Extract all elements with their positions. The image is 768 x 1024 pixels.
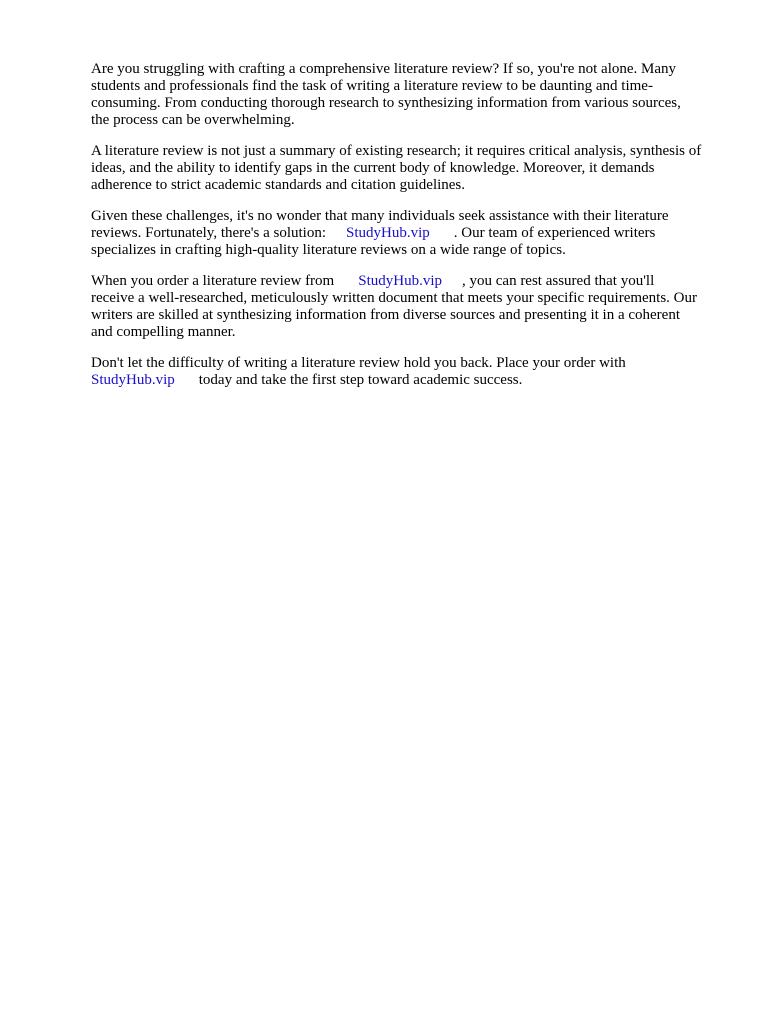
text-line: the process can be overwhelming. bbox=[91, 112, 295, 128]
document-page bbox=[91, 61, 731, 403]
studyhub-link[interactable]: StudyHub.vip bbox=[346, 225, 430, 241]
text-line bbox=[91, 225, 731, 242]
text-fragment: When you order a literature review from bbox=[91, 273, 335, 289]
paragraph-call-to-action bbox=[91, 355, 731, 389]
paragraph-order bbox=[91, 273, 731, 341]
text-line: receive a well-researched, meticulously written document that meets your specific requirements. Our bbox=[91, 290, 698, 306]
text-line: A literature review is not just a summary of existing research; it requires critical analysis, synthesis of bbox=[91, 143, 702, 159]
text-fragment: reviews. Fortunately, there's a solution: bbox=[91, 225, 327, 241]
text-line: Are you struggling with crafting a comprehensive literature review? If so, you're not alone. Many bbox=[91, 61, 677, 77]
text-line: and compelling manner. bbox=[91, 324, 236, 340]
text-line: adherence to strict academic standards and citation guidelines. bbox=[91, 177, 466, 193]
text-line: writers are skilled at synthesizing information from diverse sources and presenting it in a coherent bbox=[91, 307, 680, 323]
text-line: ideas, and the ability to identify gaps in the current body of knowledge. Moreover, it demands bbox=[91, 160, 655, 176]
paragraph-solution bbox=[91, 208, 731, 259]
text-line: Given these challenges, it's no wonder that many individuals seek assistance with their literature bbox=[91, 208, 669, 224]
text-line: Don't let the difficulty of writing a literature review hold you back. Place your order with bbox=[91, 355, 626, 371]
text-line: specializes in crafting high-quality literature reviews on a wide range of topics. bbox=[91, 242, 566, 258]
text-fragment: , you can rest assured that you'll bbox=[462, 273, 655, 289]
text-line bbox=[91, 372, 731, 389]
text-fragment: . Our team of experienced writers bbox=[453, 225, 656, 241]
studyhub-link[interactable]: StudyHub.vip bbox=[358, 273, 442, 289]
studyhub-link[interactable]: StudyHub.vip bbox=[91, 372, 175, 388]
paragraph-intro bbox=[91, 61, 731, 129]
text-fragment: today and take the first step toward academic success. bbox=[198, 372, 523, 388]
text-line: consuming. From conducting thorough research to synthesizing information from various sources, bbox=[91, 95, 681, 111]
text-line bbox=[91, 273, 731, 290]
text-line: students and professionals find the task of writing a literature review to be daunting and time- bbox=[91, 78, 653, 94]
paragraph-definition bbox=[91, 143, 731, 194]
